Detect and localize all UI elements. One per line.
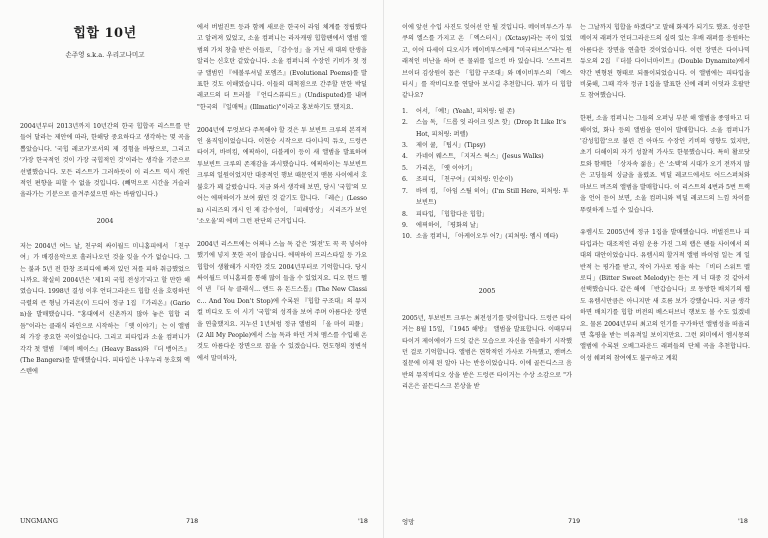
page-number: 718: [186, 517, 199, 525]
list-item: 9. 에픽하이, 「평화의 날」: [402, 221, 483, 229]
running-footer: 엉망: [402, 518, 415, 526]
right-page: [384, 0, 768, 538]
list-item: 2. 스눕 독, 「드롭 잇 라이크 잇츠 핫」(Drop It Like It's Hot, 피처링: 퍼렐): [402, 119, 567, 138]
body-paragraph: 에서 버벌진트 등과 함께 새로운 한국어 라임 체계를 정립했다고 알려져 있었고, 소울 컴퍼니는 라자캐핑 힙합팬에서 앨범 앨범의 가치 창출 받은 이들로, 「감수성」을 거닌 새 대의 탄생을 알리는 신호탄 같았습니다. 소울 컴퍼니의 수장인 키비가 첫 정규 앨범인 『에볼루셔널 포엠즈』(Evolutional Poems)를 발표한 것도 이해였습니다. 이들의 대척점으로 간주할 만한 박딜 레코드의 더 트러블 『언디스퓨티드』(Undisputed)를 내며 "한국의 『일매틱』(Illmatic)"이라고 홍보하기도 했지요. 2004년에 무엇보다 주목해야 할 것은 투 보빈트 크루의 본격적인 움직임이었습니다. 이현승 시작으로 다이나믹 듀오, 드렁큰 타이거, 바비킴, 에픽하이, 더블케이 등이 새 앨범을 발표하며 투보빈트 크루의 존재감을 과시했습니다. 에픽하이는 투보빈트 크루의 일원이었지만 대중적인 행보 때문인지 맨몸 사이에서 호불호가 꽤 갈렸습니다. 지금 와서 생각해 보면, 당시 '국힙'의 모어는 에픽하이가 보여 줬던 것 같기도 합니다. 「레슨」(Lesson) 시리즈의 개시 인 제 감수성이, 「피해망상」 시리즈가 보인 '소오울'의 에머 그런 판단의 근거입니다. 2004년 리스트에는 어쩌나 스눕 독 같은 '회전'도 꼭 꼭 넣어야 했기에 넣지 못한 곡이 많습니다. 에픽하이 프리스타일 등 가요 힙합이 생활해가 시작한 것도 2004년부터로 기억합니다. 당시 싸이월드 미니홈피를 통해 많이 들을 수 있었지요. 디오 헌드 헬이 낸 『더 뉴 클래식… 앤드 유 돈드스톱』(The New Classic… And You Don't Stop)에 수록된 『힙합 구조대』의 뮤지컬 비디오 도 이 시기 '국힙'의 성격을 보여 주며 아름다운 장면을 연출했지요. 지누션 1년처럼 정규 앨범의 「올 마이 피플」(2 All My People)에서 스눕 독과 하던 거처 멤스를 수입해 온 것도 아름다운 장면으로 꼽을 수 있겠습니다. 현도형의 정변석에서 말미하자,: [197, 24, 367, 362]
body-paragraph: 2005년, 투보빈트 크루는 최전성기를 맞이합니다. 드렁큰 타이거는 8월 15일, 『1945 해방』 앨범을 발표합니다. 이때부터 타이거 제이에이가 드잇 같은 모습으로 자신을 연출하기 시작했던 걸로 기억합니다. 앨범은 현학적인 가사로 가득했고, 캔버스 질문에 이제 된 알아 나는 반응이었습니다. 이에 골든디스크 음반의 뮤직비디오 상을 받은 드렁큰 타이거는 수상 소감으로 "가리온은 골든디스크 본상을 받: [402, 314, 572, 391]
list-item: 8. 피타입, 「힙합다운 힙합」: [402, 210, 489, 218]
body-paragraph: 저는 2004년 여느 날, 친구의 싸이월드 미니홈피에서 「친구여」가 배경음악으로 흘러나오던 것을 잊을 수가 없습니다. 그는 불과 5년 전 한창 조피디에 빠져 있던 저를 피하 취급했었으니까요. 확실히 2004년은 '제1의 국힙 전성기'라고 할 만한 해였습니다. 1998년 결성 이후 언더그라운드 힙합 신을 호령하던 극렬의 큰 형님 가리온(이 드디어 정규 1집 『가리온』(Garion)을 발매했습니다. "홍대에서 신촌까지 많아 놓은 힙합 리듬"이라는 클래식 라인으로 시작하는 「옛 이야기」는 이 앨범의 가장 중요한 곡이었습니다. 그리고 피타입과 소울 컴퍼니가 각각 첫 앨범 『헤비 베이스』(Heavy Bass)와 『더 뱅어즈』(The Bangers)를 발매했습니다. 피타입은 나우누리 동호회 엑스텐에: [20, 242, 190, 376]
track-list: [402, 106, 572, 243]
left-column-1: [20, 22, 190, 514]
right-column-2: [580, 22, 750, 514]
list-item: 1. 어서, 「예!」(Yeah!, 피처링: 펄 존): [402, 107, 515, 115]
section-heading-2004: 2004: [96, 216, 114, 225]
running-footer: UNGMANG: [20, 517, 58, 525]
list-item: 7. 바비 킴, 「아임 스틸 히어」(I'm Still Here, 피처링: 투보빈트): [402, 187, 569, 207]
list-item: 5. 가리온, 「옛 이야기」: [402, 164, 477, 172]
list-item: 3. 제이 쿨, 「팁시」(Tipsy): [402, 142, 486, 150]
list-item: 4. 카네이 웨스트, 「지저스 웍스」(Jesus Walks): [402, 153, 544, 161]
body-paragraph: 이에 앞선 수입 사진도 잊어선 안 될 것입니다. 메이비투스가 투쿠의 엘스를 가지고 온 「엑스터시」(Xctasy)라는 곡이 있었고, 이어 다세이 디오시가 메이비투스에게 "미국터브스"라는 원래적인 비난을 하며 큰 물위를 일으킨 바 있습니다. '스트리트 브이더 김상원이 꼽은 「힙합 구조대」와 메이비투스의 「엑스터시」를 작비디오를 연달아 보시길 추천합니다. 뭐가 더 힙합 같나요?: [402, 24, 572, 100]
year-marker: '18: [358, 517, 368, 525]
author-byline: 손주영 s.k.a. 우리고나미고: [65, 51, 145, 59]
section-heading-2005: 2005: [478, 286, 496, 295]
year-marker: '18: [738, 517, 748, 525]
right-column-1: [402, 22, 572, 514]
page-number: 719: [568, 517, 581, 525]
article-title: 힙합 10년: [73, 26, 137, 41]
left-column-2: [197, 22, 367, 514]
body-paragraph: 는 그날까지 힙합을 하겠다"고 말해 화제가 되기도 했죠. 성공한 메이저 래퍼가 언더그라운드의 실력 있는 후배 래퍼를 응원하는 아름다운 장면을 연출한 것이었습니다. 이런 장면은 다이나믹 듀오의 2집 『더블 다이너마이트』(Double Dynamite)에서 약간 변형된 형태로 되풀이되었습니다. 이 앨범에는 피타입을 비롯해, 그때 각자 정규 1집을 발표한 신예 래퍼 이덧과 호팔만도 참여했습니다. 한편, 소울 컴퍼니는 그들의 오퍼닝 부분 해 앨범을 종영하고 더해이었, 화나 등의 앨범을 연이어 발매합니다. 소울 컴퍼니가 '감성힙합'으로 불린 건 아마도 수장인 키비의 영향도 있지만, 초기 더해이의 자기 성찰적 가사도 한몫했습니다. 특히 활로닷토와 함께한 「상자속 젊음」은 '소웩'의 시대가 오기 전까지 많은 고딩들의 싱글을 울렸죠. 빅딜 레코드에서도 어드스퍼처와 마보드 버즈의 앨범을 발매합니다. 이 리스트의 4번과 5번 트랙을 언어 듣어 보면, 소울 컴퍼니와 빅딜 레코드의 느낌 차이를 뚜렷하게 느낄 수 있습니다. 유렘시도 2005년에 정규 1집을 발매했습니다. 버벌진트나 피타입과는 대조적인 라임 운용 가진 그의 랩은 팬들 사이에서 의대의 대안이었습니다. 유렘시의 할거적 앨범 바이엄 일는 게 일반적 는 평가를 받고, 작어 가사로 평을 하는 「비터 스위트 멜로디」(Bitter Sweet Melody)는 듣는 게 너 대중 것 같아서 선택했습니다. 같은 해에 「반갑습니다」로 동방한 배치기의 웹도 유렘시만큼은 아니지만 새 흐름 보가 강했습니다. 지금 생각하면 배치기를 힙합 버전의 베스터브너 행보도 볼 수도 있겠네요. 물론 2004년부터 최고의 인기를 구가하던 앨범성을 떠올리면 혹평을 받는 비유적일 보이지만요. 그런 외미에서 엠시몽의 앨범에 수록된 오베그라운드 래퍼들의 단체 곡을 추천합니다. 이성 쉐퍼의 참여에도 불구하고 계획: [580, 24, 750, 362]
list-item: 6. 조피디, 「친구여」(피처링: 인순이): [402, 176, 513, 184]
list-item: 10. 소울 컴퍼니, 「아케이오두 어?」(피처링: 엠시 메타): [402, 233, 558, 241]
intro-paragraph: 2004년부터 2013년까지 10년간의 한국 힙합곡 리스트를 만들어 달라는 제안에 따라, 한해당 중요하다고 생각하는 몇 곡을 뽑았습니다. '국힙 레코가'로서의 제 경험을 바탕으로, 그리고 '가장 한국적인 것이 가장 국힙적인 것'이라는 생각을 기준으로 선별했습니다. 모든 리스트가 그러하듯이 이 리스트 역시 개인적인 편향을 피할 수 없을 것입니다. (빼먹으로 시간을 거슬러 올라가는 기분으로 즐겨주셨으면 하는 바람입니다.): [20, 123, 190, 199]
